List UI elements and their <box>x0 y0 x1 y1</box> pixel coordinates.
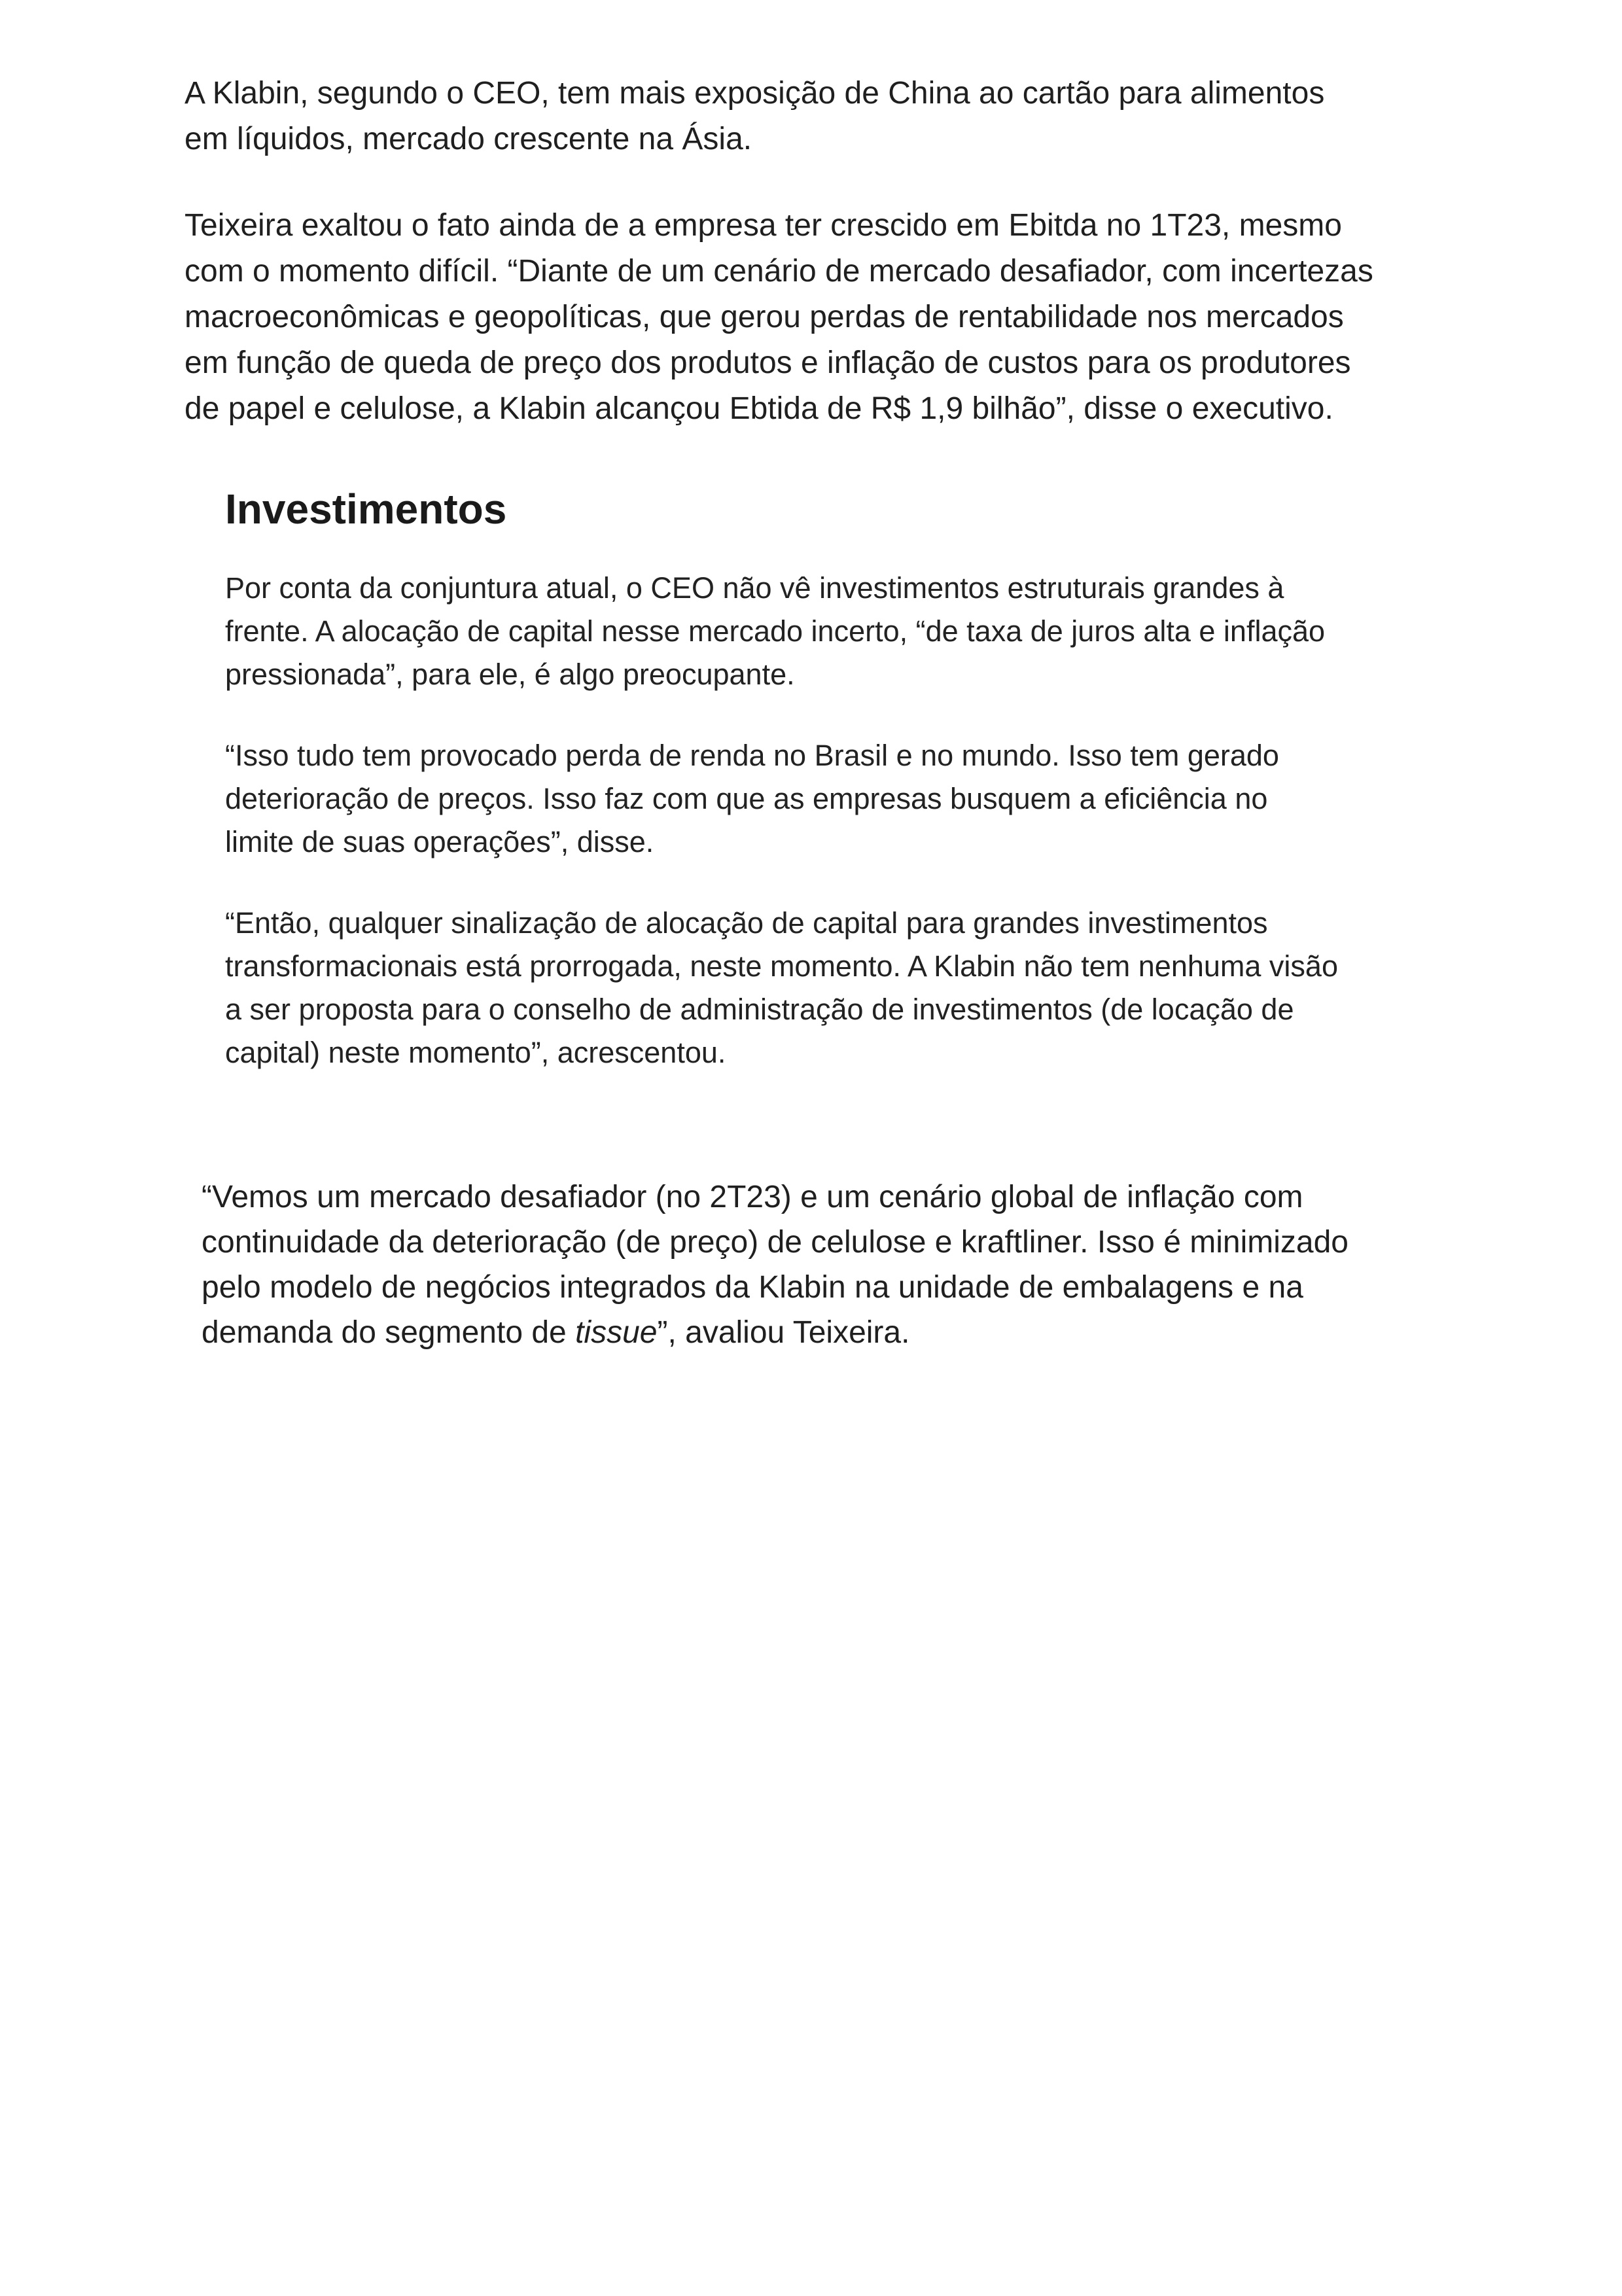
text-line: transformacionais está prorrogada, neste momento. A Klabin não tem nenhuma visão <box>225 949 1338 983</box>
text-line: A Klabin, segundo o CEO, tem mais exposição de China ao cartão para alimentos <box>185 76 1325 111</box>
text-line: a ser proposta para o conselho de administração de investimentos (de locação de <box>225 993 1294 1026</box>
paragraph-china-exposure <box>185 71 1324 162</box>
section-investimentos <box>225 483 1468 1074</box>
text-line: em função de queda de preço dos produtos e inflação de custos para os produtores <box>185 345 1351 380</box>
text-segment: demanda do segmento de <box>202 1315 576 1350</box>
text-segment: ”, avaliou Teixeira. <box>657 1315 910 1350</box>
text-line: capital) neste momento”, acrescentou. <box>225 1036 726 1069</box>
text-line: de papel e celulose, a Klabin alcançou Ebtida de R$ 1,9 bilhão”, disse o executivo. <box>185 391 1333 426</box>
text-line: “Isso tudo tem provocado perda de renda no Brasil e no mundo. Isso tem gerado <box>225 739 1279 772</box>
paragraph-ebitda <box>185 203 1373 432</box>
text-line: Por conta da conjuntura atual, o CEO não vê investimentos estruturais grandes à <box>225 571 1284 605</box>
italic-term: tissue <box>575 1315 658 1350</box>
text-line-last <box>202 1310 1349 1355</box>
text-line: Teixeira exaltou o fato ainda de a empresa ter crescido em Ebitda no 1T23, mesmo <box>185 208 1342 243</box>
text-line: pelo modelo de negócios integrados da Klabin na unidade de embalagens e na <box>202 1270 1303 1305</box>
text-line: continuidade da deterioração (de preço) de celulose e kraftliner. Isso é minimizado <box>202 1225 1349 1260</box>
paragraph-conjuntura <box>225 567 1468 696</box>
text-line: frente. A alocação de capital nesse mercado incerto, “de taxa de juros alta e inflação <box>225 614 1326 648</box>
section-heading: Investimentos <box>225 486 507 533</box>
text-line: com o momento difícil. “Diante de um cenário de mercado desafiador, com incertezas <box>185 254 1373 289</box>
text-line: limite de suas operações”, disse. <box>225 825 654 858</box>
paragraph-alocacao-capital <box>225 902 1468 1074</box>
text-line: em líquidos, mercado crescente na Ásia. <box>185 122 752 156</box>
text-line: pressionada”, para ele, é algo preocupante. <box>225 658 795 691</box>
text-line: “Vemos um mercado desafiador (no 2T23) e um cenário global de inflação com <box>202 1180 1303 1214</box>
text-line: macroeconômicas e geopolíticas, que gerou perdas de rentabilidade nos mercados <box>185 300 1344 334</box>
quote-teixeira <box>202 1174 1349 1355</box>
text-line: deterioração de preços. Isso faz com que as empresas busquem a eficiência no <box>225 782 1268 815</box>
paragraph-perda-renda <box>225 734 1468 864</box>
text-line: “Então, qualquer sinalização de alocação de capital para grandes investimentos <box>225 906 1268 940</box>
